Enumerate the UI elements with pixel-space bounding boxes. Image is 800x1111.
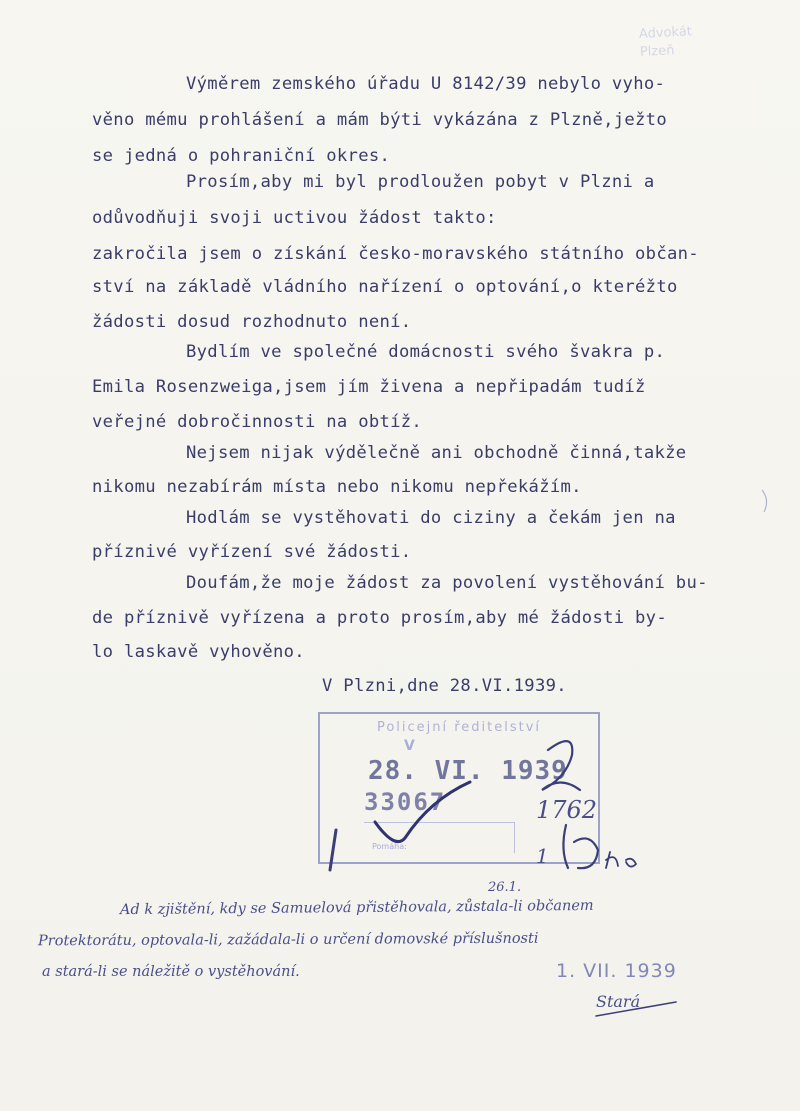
handwritten-mark: 1 [536,844,549,868]
checkmark-stroke [375,782,470,842]
corner-stamp-line: Advokát [638,24,693,42]
text-line: Bydlím ve společné domácnosti svého švakra p. [186,342,666,362]
handwritten-ref-number: 1762 [536,796,598,824]
initials-stroke [563,825,598,868]
handwritten-signature: Stará [596,992,641,1011]
text-line: příznivé vyřízení své žádosti. [92,542,412,562]
text-line: lo laskavě vyhověno. [92,642,305,662]
margin-bracket [762,490,767,512]
handwritten-small-note: 26.1. [488,880,522,895]
text-line: Doufám,že moje žádost za povolení vystěhování bu- [186,573,708,593]
handwritten-line: Ad k zjištění, kdy se Samuelová přistěhovala, zůstala-li občanem [119,897,594,919]
text-line: ství na základě vládního nařízení o optování,o kteréžto [92,277,678,297]
paraph-stroke [542,741,580,790]
ho-stroke [606,852,636,868]
corner-stamp-line: Plzeň [639,43,675,60]
text-line: odůvodňuji svoji uctivou žádost takto: [92,208,497,228]
text-line: se jedná o pohraniční okres. [92,146,391,166]
text-line: žádosti dosud rozhodnuto není. [92,312,412,332]
text-line: věno mému prohlášení a mám býti vykázána z Plzně,ježto [92,110,667,130]
date-stamp: 1. VII. 1939 [556,960,677,982]
text-line: de příznivě vyřízena a proto prosím,aby mé žádosti by- [92,608,667,628]
stamp-office: Policejní ředitelství [376,720,542,735]
handwritten-line: a stará-li se náležitě o vystěhování. [42,964,300,980]
text-line: veřejné dobročinnosti na obtíž. [92,412,423,432]
stamp-number: 33067 [364,788,447,816]
stamp-field-label: Pomáha: [372,842,407,851]
text-line: Hodlám se vystěhovati do ciziny a čekám jen na [186,508,676,528]
handwritten-line: Protektorátu, optovala-li, zažádala-li o určení domovské příslušnosti [37,930,539,950]
vertical-pen-stroke [330,830,336,870]
text-line: Prosím,aby mi byl prodloužen pobyt v Plzni a [186,172,655,192]
text-line: Nejsem nijak výdělečně ani obchodně činná,takže [186,443,687,463]
place-date: V Plzni,dne 28.VI.1939. [322,676,567,696]
stamp-date: 28. VI. 1939 [368,756,568,786]
text-line: Výměrem zemského úřadu U 8142/39 nebylo vyho- [186,74,666,94]
text-line: nikomu nezabírám místa nebo nikomu nepřekážím. [92,477,582,497]
text-line: Emila Rosenzweiga,jsem jím živena a nepřipadám tudíž [92,377,646,397]
signature-underline [596,1002,676,1016]
text-line: zakročila jsem o získání česko-moravského státního občan- [92,244,699,264]
stamp-letter: V [404,738,415,754]
